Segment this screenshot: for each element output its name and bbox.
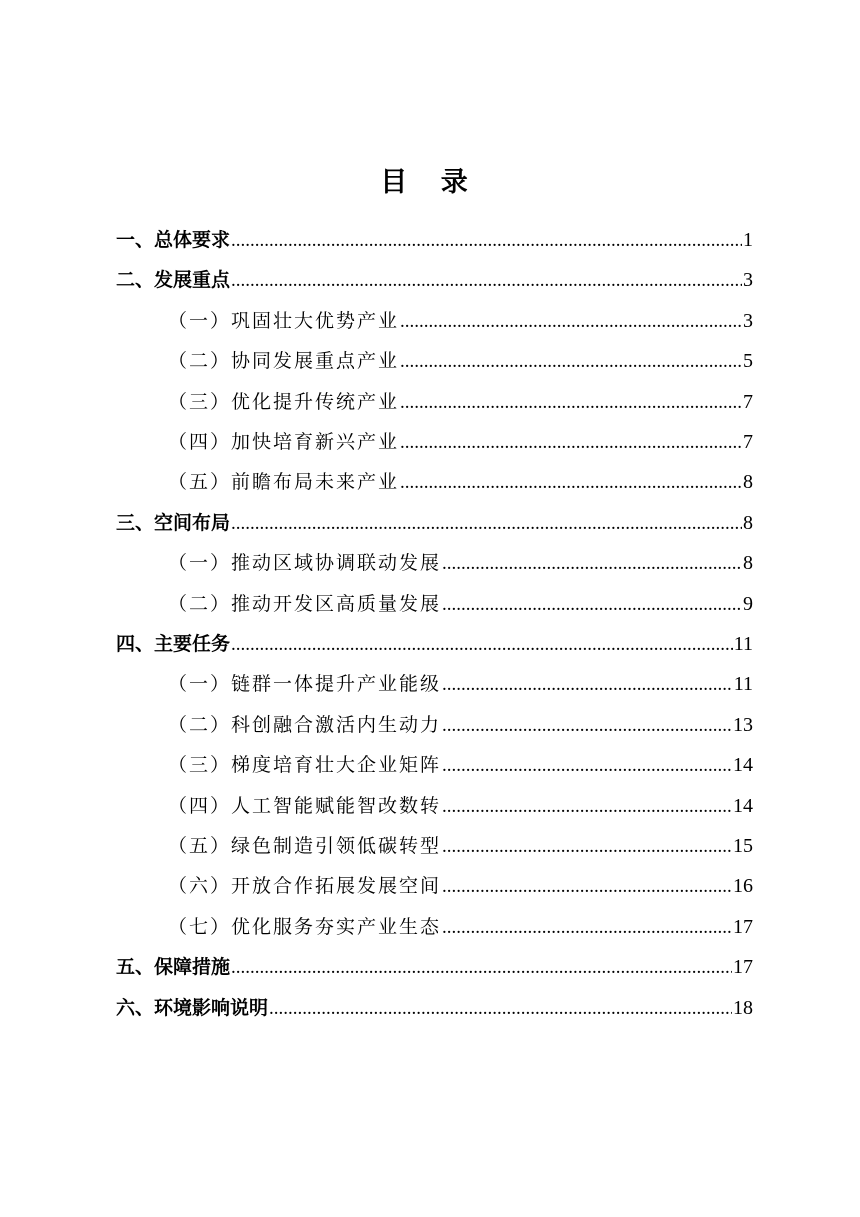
toc-page-number: 16: [733, 875, 753, 898]
toc-entry-text: 五、保障措施: [116, 956, 231, 979]
toc-page-number: 3: [743, 309, 753, 332]
dot-leader: [231, 948, 732, 988]
toc-entry-text: 三、空间布局: [116, 511, 231, 534]
toc-entry-text: （一）巩固壮大优势产业: [168, 309, 400, 332]
dot-leader: [442, 544, 742, 584]
toc-page-number: 11: [733, 633, 753, 655]
toc-subsection-entry[interactable]: [168, 341, 753, 381]
toc-entry-text: 二、发展重点: [116, 269, 231, 292]
toc-subsection-entry[interactable]: [168, 664, 753, 704]
toc-entry-text: （一）链群一体提升产业能级: [168, 673, 442, 696]
toc-entry-text: （五）前瞻布局未来产业: [168, 471, 400, 494]
toc-page-number: 8: [743, 511, 753, 534]
toc-subsection-entry[interactable]: [168, 745, 753, 785]
toc-entry-text: 六、环境影响说明: [116, 996, 269, 1019]
toc-page-number: 13: [733, 713, 753, 736]
dot-leader: [442, 827, 732, 867]
toc-subsection-entry[interactable]: [168, 301, 753, 341]
toc-page-number: 14: [733, 754, 753, 777]
toc-entry-text: （一）推动区域协调联动发展: [168, 552, 442, 575]
toc-page-number: 3: [743, 269, 753, 292]
dot-leader: [442, 585, 742, 625]
dot-leader: [400, 342, 742, 382]
toc-entry-text: （二）协同发展重点产业: [168, 350, 400, 373]
toc-section-entry[interactable]: [116, 988, 753, 1028]
toc-subsection-entry[interactable]: [168, 826, 753, 866]
toc-subsection-entry[interactable]: [168, 907, 753, 947]
toc-entry-text: 四、主要任务: [116, 633, 231, 655]
dot-leader: [442, 706, 732, 746]
toc-subsection-entry[interactable]: [168, 786, 753, 826]
toc-entry-text: （三）梯度培育壮大企业矩阵: [168, 754, 442, 777]
dot-leader: [400, 302, 742, 342]
toc-page-number: 1: [743, 229, 753, 251]
toc-page-number: 7: [743, 431, 753, 453]
toc-page-number: 8: [743, 552, 753, 575]
toc-page-number: 11: [733, 673, 753, 696]
toc-title: 目 录: [380, 167, 480, 198]
toc-subsection-entry[interactable]: [168, 382, 753, 422]
toc-entry-text: （四）加快培育新兴产业: [168, 431, 400, 453]
toc-subsection-entry[interactable]: [168, 705, 753, 745]
dot-leader: [269, 989, 732, 1029]
dot-leader: [231, 504, 742, 544]
toc-entry-text: 一、总体要求: [116, 229, 231, 251]
toc-entry-text: （二）科创融合激活内生动力: [168, 713, 442, 736]
dot-leader: [231, 625, 733, 665]
toc-page-number: 15: [733, 835, 753, 857]
toc-page-number: 17: [733, 915, 753, 938]
toc-entry-text: （二）推动开发区高质量发展: [168, 592, 442, 615]
toc-section-entry[interactable]: [116, 947, 753, 987]
toc-page-number: 14: [733, 794, 753, 817]
dot-leader: [442, 746, 732, 786]
toc-page-number: 17: [733, 956, 753, 979]
dot-leader: [442, 908, 732, 948]
dot-leader: [442, 867, 732, 907]
toc-page-number: 7: [743, 390, 753, 413]
toc-section-entry[interactable]: [116, 624, 753, 664]
toc-entry-text: （六）开放合作拓展发展空间: [168, 875, 442, 898]
dot-leader: [231, 221, 742, 261]
toc-page-number: 18: [733, 996, 753, 1019]
toc-subsection-entry[interactable]: [168, 462, 753, 502]
dot-leader: [400, 463, 742, 503]
toc-page-number: 9: [743, 592, 753, 615]
toc-subsection-entry[interactable]: [168, 866, 753, 906]
toc-entry-text: （七）优化服务夯实产业生态: [168, 915, 442, 938]
dot-leader: [400, 423, 742, 463]
toc-subsection-entry[interactable]: [168, 543, 753, 583]
toc-subsection-entry[interactable]: [168, 422, 753, 462]
dot-leader: [442, 787, 732, 827]
toc-section-entry[interactable]: [116, 220, 753, 260]
toc-entry-text: （三）优化提升传统产业: [168, 390, 400, 413]
dot-leader: [400, 383, 742, 423]
toc-page-number: 5: [743, 350, 753, 373]
dot-leader: [231, 261, 742, 301]
toc-section-entry[interactable]: [116, 260, 753, 300]
toc-entry-text: （四）人工智能赋能智改数转: [168, 794, 442, 817]
toc-page-number: 8: [743, 471, 753, 494]
toc-section-entry[interactable]: [116, 503, 753, 543]
toc-subsection-entry[interactable]: [168, 584, 753, 624]
toc-entry-text: （五）绿色制造引领低碳转型: [168, 835, 442, 857]
dot-leader: [442, 665, 733, 705]
